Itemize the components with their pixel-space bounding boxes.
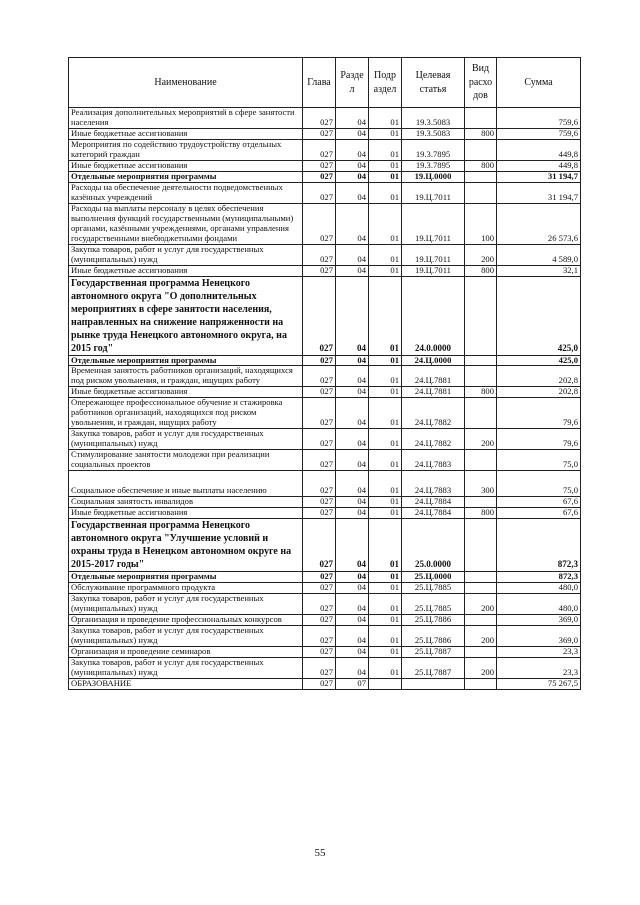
cell-vid [465, 355, 497, 366]
cell-sum: 75 267,5 [497, 678, 581, 689]
cell-razdel: 04 [336, 160, 369, 171]
cell-target: 24.Ц.7882 [402, 429, 465, 450]
table-row [69, 594, 581, 615]
cell-glava: 027 [303, 244, 336, 265]
cell-razdel: 04 [336, 471, 369, 497]
cell-razdel: 04 [336, 128, 369, 139]
table-row [69, 387, 581, 398]
cell-name: Закупка товаров, работ и услуг для государственных (муниципальных) нужд [69, 625, 303, 646]
cell-podrazdel: 01 [369, 625, 402, 646]
cell-name: Государственная программа Ненецкого автономного округа "Улучшение условий и охраны труда в Ненецком автономном округе на 2015-2017 годы" [69, 519, 303, 572]
cell-target: 24.0.0000 [402, 276, 465, 355]
cell-vid [465, 519, 497, 572]
cell-name: Мероприятия по содействию трудоустройству отдельных категорий граждан [69, 139, 303, 160]
cell-glava: 027 [303, 265, 336, 276]
cell-glava: 027 [303, 678, 336, 689]
cell-vid [465, 276, 497, 355]
cell-sum: 759,6 [497, 128, 581, 139]
cell-podrazdel: 01 [369, 171, 402, 182]
cell-target: 19.3.7895 [402, 139, 465, 160]
cell-podrazdel: 01 [369, 160, 402, 171]
cell-sum: 31 194,7 [497, 182, 581, 203]
table-row [69, 160, 581, 171]
cell-vid [465, 108, 497, 129]
cell-vid [465, 139, 497, 160]
cell-razdel: 04 [336, 508, 369, 519]
header-target: Целевая статья [402, 58, 465, 108]
cell-name: Расходы на выплаты персоналу в целях обеспечения выполнения функций государственными (муниципальными) органами, казёнными учреждениями, органами управления государственными внебюджетными фондами [69, 203, 303, 244]
table-row [69, 625, 581, 646]
cell-vid [465, 572, 497, 583]
table-row [69, 678, 581, 689]
budget-table [68, 57, 581, 690]
cell-sum: 872,3 [497, 519, 581, 572]
cell-vid: 300 [465, 471, 497, 497]
cell-vid [465, 398, 497, 429]
cell-podrazdel: 01 [369, 429, 402, 450]
cell-name: Реализация дополнительных мероприятий в сфере занятости населения [69, 108, 303, 129]
cell-name: Иные бюджетные ассигнования [69, 508, 303, 519]
cell-glava: 027 [303, 128, 336, 139]
cell-sum: 759,6 [497, 108, 581, 129]
cell-razdel: 04 [336, 497, 369, 508]
cell-target: 19.3.5083 [402, 108, 465, 129]
cell-target: 19.Ц.7011 [402, 203, 465, 244]
cell-name: Отдельные мероприятия программы [69, 355, 303, 366]
cell-sum: 67,6 [497, 497, 581, 508]
cell-podrazdel [369, 678, 402, 689]
cell-glava: 027 [303, 160, 336, 171]
cell-target: 19.Ц.7011 [402, 182, 465, 203]
cell-razdel: 04 [336, 139, 369, 160]
cell-name: Закупка товаров, работ и услуг для государственных (муниципальных) нужд [69, 244, 303, 265]
cell-name: ОБРАЗОВАНИЕ [69, 678, 303, 689]
cell-name: Расходы на обеспечение деятельности подведомственных казённых учреждений [69, 182, 303, 203]
cell-glava: 027 [303, 182, 336, 203]
cell-podrazdel: 01 [369, 276, 402, 355]
cell-sum: 75,0 [497, 450, 581, 471]
cell-sum: 32,1 [497, 265, 581, 276]
cell-sum: 79,6 [497, 429, 581, 450]
cell-target: 25.Ц.0000 [402, 572, 465, 583]
cell-target: 24.Ц.7881 [402, 387, 465, 398]
cell-razdel: 04 [336, 450, 369, 471]
cell-name: Опережающее профессиональное обучение и стажировка работников организаций, находящихся под риском увольнения, и граждан, ищущих работу [69, 398, 303, 429]
cell-podrazdel: 01 [369, 497, 402, 508]
cell-glava: 027 [303, 625, 336, 646]
cell-glava: 027 [303, 583, 336, 594]
table-row [69, 519, 581, 572]
table-row [69, 450, 581, 471]
cell-razdel: 04 [336, 625, 369, 646]
cell-podrazdel: 01 [369, 203, 402, 244]
table-row [69, 429, 581, 450]
cell-razdel: 04 [336, 387, 369, 398]
cell-name: Временная занятость работников организаций, находящихся под риском увольнения, и граждан, ищущих работу [69, 366, 303, 387]
table-row [69, 366, 581, 387]
cell-sum: 425,0 [497, 355, 581, 366]
cell-razdel: 04 [336, 108, 369, 129]
cell-podrazdel: 01 [369, 265, 402, 276]
cell-glava: 027 [303, 614, 336, 625]
cell-vid: 200 [465, 625, 497, 646]
cell-name: Закупка товаров, работ и услуг для государственных (муниципальных) нужд [69, 594, 303, 615]
cell-razdel: 04 [336, 265, 369, 276]
cell-glava: 027 [303, 471, 336, 497]
cell-name: Закупка товаров, работ и услуг для государственных (муниципальных) нужд [69, 657, 303, 678]
cell-sum: 449,8 [497, 139, 581, 160]
cell-glava: 027 [303, 355, 336, 366]
cell-target: 25.Ц.7887 [402, 646, 465, 657]
cell-name: Закупка товаров, работ и услуг для государственных (муниципальных) нужд [69, 429, 303, 450]
table-row [69, 244, 581, 265]
header-podrazdel: Подр аздел [369, 58, 402, 108]
header-name: Наименование [69, 58, 303, 108]
cell-name: Организация и проведение профессиональных конкурсов [69, 614, 303, 625]
cell-sum: 480,0 [497, 583, 581, 594]
cell-sum: 4 589,0 [497, 244, 581, 265]
cell-podrazdel: 01 [369, 519, 402, 572]
cell-sum: 369,0 [497, 625, 581, 646]
cell-razdel: 04 [336, 244, 369, 265]
cell-target: 25.Ц.7885 [402, 583, 465, 594]
cell-vid [465, 614, 497, 625]
cell-glava: 027 [303, 276, 336, 355]
cell-podrazdel: 01 [369, 657, 402, 678]
cell-name: Обслуживание программного продукта [69, 583, 303, 594]
cell-name: Организация и проведение семинаров [69, 646, 303, 657]
cell-glava: 027 [303, 398, 336, 429]
cell-sum: 480,0 [497, 594, 581, 615]
cell-name: Отдельные мероприятия программы [69, 572, 303, 583]
cell-razdel: 04 [336, 646, 369, 657]
table-row [69, 171, 581, 182]
cell-target: 25.Ц.7886 [402, 614, 465, 625]
cell-name: Иные бюджетные ассигнования [69, 387, 303, 398]
cell-podrazdel: 01 [369, 572, 402, 583]
cell-target: 25.0.0000 [402, 519, 465, 572]
cell-target: 24.Ц.7881 [402, 366, 465, 387]
cell-razdel: 04 [336, 398, 369, 429]
table-row [69, 497, 581, 508]
cell-podrazdel: 01 [369, 108, 402, 129]
cell-sum: 202,8 [497, 387, 581, 398]
cell-razdel: 04 [336, 171, 369, 182]
table-row [69, 398, 581, 429]
cell-glava: 027 [303, 646, 336, 657]
cell-vid: 800 [465, 128, 497, 139]
cell-sum: 79,6 [497, 398, 581, 429]
table-body [69, 108, 581, 690]
cell-name: Иные бюджетные ассигнования [69, 128, 303, 139]
cell-podrazdel: 01 [369, 583, 402, 594]
cell-sum: 369,0 [497, 614, 581, 625]
cell-vid: 200 [465, 429, 497, 450]
table-row [69, 203, 581, 244]
cell-target: 24.Ц.7884 [402, 508, 465, 519]
table-row [69, 265, 581, 276]
cell-name: Социальная занятость инвалидов [69, 497, 303, 508]
cell-podrazdel: 01 [369, 508, 402, 519]
cell-vid [465, 646, 497, 657]
cell-podrazdel: 01 [369, 387, 402, 398]
cell-razdel: 04 [336, 276, 369, 355]
cell-razdel: 04 [336, 614, 369, 625]
cell-name: Иные бюджетные ассигнования [69, 160, 303, 171]
table-header-row [69, 58, 581, 108]
cell-target: 25.Ц.7887 [402, 657, 465, 678]
cell-glava: 027 [303, 519, 336, 572]
cell-target: 24.Ц.0000 [402, 355, 465, 366]
cell-target: 19.Ц.0000 [402, 171, 465, 182]
cell-podrazdel: 01 [369, 471, 402, 497]
cell-sum: 23,3 [497, 646, 581, 657]
page-number: 55 [314, 847, 326, 859]
cell-vid: 800 [465, 508, 497, 519]
cell-glava: 027 [303, 657, 336, 678]
cell-vid [465, 171, 497, 182]
cell-podrazdel: 01 [369, 366, 402, 387]
cell-sum: 26 573,6 [497, 203, 581, 244]
header-razdel: Разде л [336, 58, 369, 108]
header-vid: Вид расхо дов [465, 58, 497, 108]
cell-podrazdel: 01 [369, 398, 402, 429]
cell-podrazdel: 01 [369, 450, 402, 471]
cell-sum: 872,3 [497, 572, 581, 583]
cell-podrazdel: 01 [369, 646, 402, 657]
cell-glava: 027 [303, 572, 336, 583]
cell-target: 19.Ц.7011 [402, 244, 465, 265]
cell-vid [465, 182, 497, 203]
cell-glava: 027 [303, 108, 336, 129]
cell-razdel: 07 [336, 678, 369, 689]
cell-razdel: 04 [336, 583, 369, 594]
cell-glava: 027 [303, 387, 336, 398]
cell-vid: 200 [465, 657, 497, 678]
cell-glava: 027 [303, 508, 336, 519]
cell-razdel: 04 [336, 182, 369, 203]
cell-glava: 027 [303, 203, 336, 244]
cell-razdel: 04 [336, 657, 369, 678]
cell-target [402, 678, 465, 689]
cell-razdel: 04 [336, 572, 369, 583]
cell-glava: 027 [303, 366, 336, 387]
cell-vid [465, 678, 497, 689]
cell-name: Социальное обеспечение и иные выплаты населению [69, 471, 303, 497]
cell-vid [465, 583, 497, 594]
cell-podrazdel: 01 [369, 614, 402, 625]
cell-vid: 800 [465, 160, 497, 171]
table-row [69, 276, 581, 355]
cell-razdel: 04 [336, 203, 369, 244]
cell-glava: 027 [303, 139, 336, 160]
cell-target: 25.Ц.7886 [402, 625, 465, 646]
header-glava: Глава [303, 58, 336, 108]
cell-glava: 027 [303, 594, 336, 615]
cell-vid: 200 [465, 594, 497, 615]
cell-sum: 31 194,7 [497, 171, 581, 182]
table-row [69, 572, 581, 583]
cell-name: Иные бюджетные ассигнования [69, 265, 303, 276]
cell-razdel: 04 [336, 519, 369, 572]
cell-podrazdel: 01 [369, 182, 402, 203]
cell-target: 19.3.7895 [402, 160, 465, 171]
cell-podrazdel: 01 [369, 594, 402, 615]
table-row [69, 108, 581, 129]
cell-target: 19.Ц.7011 [402, 265, 465, 276]
cell-name: Стимулирование занятости молодежи при реализации социальных проектов [69, 450, 303, 471]
cell-glava: 027 [303, 171, 336, 182]
cell-podrazdel: 01 [369, 355, 402, 366]
cell-target: 24.Ц.7883 [402, 471, 465, 497]
cell-vid [465, 450, 497, 471]
cell-razdel: 04 [336, 594, 369, 615]
cell-name: Государственная программа Ненецкого автономного округа "О дополнительных мероприятиях в сфере занятости населения, направленных на снижение напряженности на рынке труда Ненецкого автономного округа, на 2015 год" [69, 276, 303, 355]
table-row [69, 128, 581, 139]
table-row [69, 657, 581, 678]
cell-razdel: 04 [336, 355, 369, 366]
cell-sum: 202,8 [497, 366, 581, 387]
cell-vid [465, 366, 497, 387]
cell-glava: 027 [303, 429, 336, 450]
cell-target: 25.Ц.7885 [402, 594, 465, 615]
table-row [69, 182, 581, 203]
cell-glava: 027 [303, 497, 336, 508]
table-row [69, 614, 581, 625]
cell-glava: 027 [303, 450, 336, 471]
table-row [69, 508, 581, 519]
cell-vid: 100 [465, 203, 497, 244]
cell-sum: 23,3 [497, 657, 581, 678]
cell-podrazdel: 01 [369, 244, 402, 265]
table-row [69, 646, 581, 657]
cell-sum: 67,6 [497, 508, 581, 519]
cell-target: 24.Ц.7884 [402, 497, 465, 508]
cell-podrazdel: 01 [369, 128, 402, 139]
cell-podrazdel: 01 [369, 139, 402, 160]
cell-razdel: 04 [336, 429, 369, 450]
cell-target: 19.3.5083 [402, 128, 465, 139]
cell-razdel: 04 [336, 366, 369, 387]
table-row [69, 139, 581, 160]
header-sum: Сумма [497, 58, 581, 108]
cell-vid: 200 [465, 244, 497, 265]
cell-vid: 800 [465, 387, 497, 398]
cell-sum: 425,0 [497, 276, 581, 355]
cell-sum: 449,8 [497, 160, 581, 171]
cell-vid [465, 497, 497, 508]
cell-target: 24.Ц.7883 [402, 450, 465, 471]
cell-vid: 800 [465, 265, 497, 276]
table-row [69, 583, 581, 594]
table-row [69, 355, 581, 366]
cell-name: Отдельные мероприятия программы [69, 171, 303, 182]
cell-target: 24.Ц.7882 [402, 398, 465, 429]
table-row [69, 471, 581, 497]
cell-sum: 75,0 [497, 471, 581, 497]
